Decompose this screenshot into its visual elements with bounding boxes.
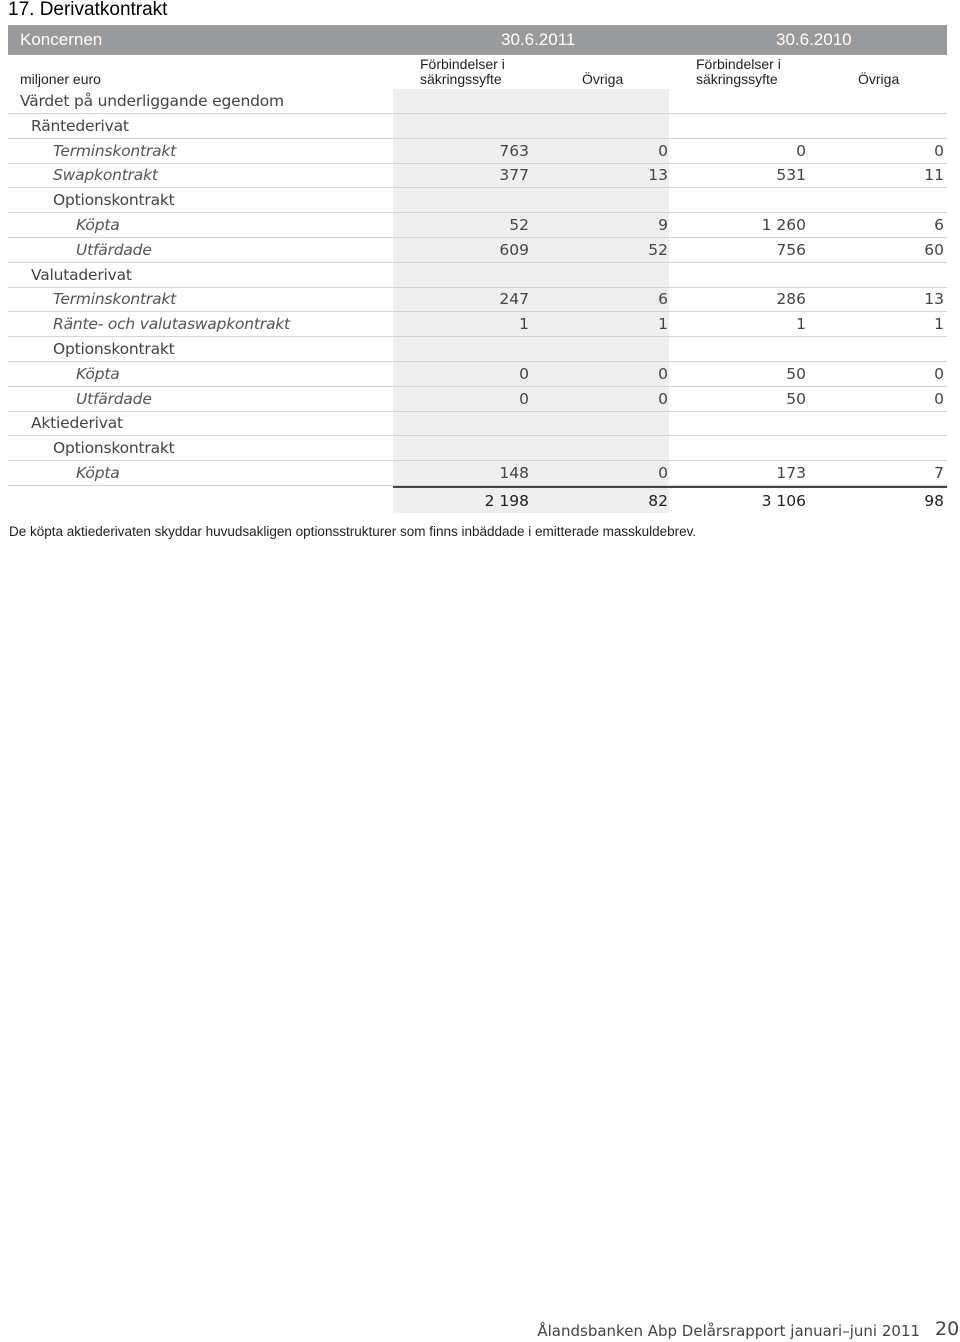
total-value: 82 <box>648 492 668 510</box>
date-2011-label: 30.6.2011 <box>501 30 576 49</box>
col3-header-line2: säkringssyfte <box>696 71 778 87</box>
row-label: Terminskontrakt <box>53 290 177 309</box>
row-label: Swapkontrakt <box>53 166 158 185</box>
row-value: 50 <box>786 389 806 408</box>
table-row <box>8 461 947 486</box>
row-value: 756 <box>776 240 806 259</box>
row-value: 7 <box>934 464 944 482</box>
col2-header: Övriga <box>582 71 624 87</box>
col3-header-line1: Förbindelser i <box>696 56 781 72</box>
table-row <box>8 188 947 213</box>
table-row <box>8 89 947 114</box>
total-value: 98 <box>924 492 944 510</box>
row-value: 0 <box>658 141 668 160</box>
row-label: Köpta <box>76 364 120 383</box>
total-value: 2 198 <box>484 492 529 510</box>
row-value: 50 <box>786 364 806 383</box>
row-label: Köpta <box>76 464 120 482</box>
total-value: 3 106 <box>761 492 806 510</box>
row-value: 11 <box>924 166 944 185</box>
row-label: Terminskontrakt <box>53 141 177 160</box>
row-label: Valutaderivat <box>31 265 132 284</box>
table-row <box>8 114 947 139</box>
row-value: 0 <box>934 141 944 160</box>
table-row <box>8 287 947 312</box>
row-value: 52 <box>648 240 668 259</box>
row-value: 1 <box>519 315 529 334</box>
row-value: 13 <box>648 166 668 185</box>
row-value: 763 <box>499 141 529 160</box>
table-row <box>8 238 947 263</box>
row-value: 0 <box>658 364 668 383</box>
row-value: 286 <box>776 290 806 309</box>
totals-row <box>393 486 947 514</box>
row-value: 6 <box>658 290 668 309</box>
row-label: Utfärdade <box>76 389 152 408</box>
row-value: 0 <box>658 464 668 482</box>
row-value: 6 <box>934 216 944 234</box>
row-value: 0 <box>519 389 529 408</box>
row-value: 0 <box>796 141 806 160</box>
row-value: 1 <box>658 315 668 334</box>
row-value: 9 <box>658 216 668 234</box>
col1-header-line2: säkringssyfte <box>420 71 502 87</box>
row-value: 0 <box>519 364 529 383</box>
row-label: Optionskontrakt <box>53 191 175 210</box>
row-label: Räntederivat <box>31 116 129 135</box>
table-row <box>8 213 947 238</box>
row-value: 13 <box>924 290 944 309</box>
row-label: Optionskontrakt <box>53 340 175 358</box>
row-label: Utfärdade <box>76 240 152 259</box>
row-value: 247 <box>499 290 529 309</box>
col4-header: Övriga <box>858 71 900 87</box>
table-row <box>8 139 947 164</box>
table-row <box>8 263 947 288</box>
col1-header-line1: Förbindelser i <box>420 56 505 72</box>
date-2010-label: 30.6.2010 <box>776 30 852 49</box>
row-value: 531 <box>776 166 806 185</box>
table-row <box>8 337 947 362</box>
page-footer: Ålandsbanken Abp Delårsrapport januari–juni 2011 <box>537 1322 920 1340</box>
row-value: 1 <box>934 315 944 334</box>
row-value: 0 <box>934 364 944 383</box>
row-value: 1 <box>796 315 806 334</box>
row-value: 60 <box>924 240 944 259</box>
row-value: 0 <box>934 389 944 408</box>
row-value: 1 260 <box>761 216 806 234</box>
table-row <box>8 436 947 461</box>
row-label: Köpta <box>76 216 120 234</box>
row-value: 0 <box>658 389 668 408</box>
page-number: 20 <box>935 1318 960 1340</box>
unit-label: miljoner euro <box>20 71 101 87</box>
section-title: 17. Derivatkontrakt <box>8 0 168 20</box>
row-label: Ränte- och valutaswapkontrakt <box>53 315 290 334</box>
row-value: 52 <box>509 216 529 234</box>
table-row <box>8 362 947 387</box>
row-value: 609 <box>499 240 529 259</box>
table-row <box>8 387 947 412</box>
footnote: De köpta aktiederivaten skyddar huvudsakligen optionsstrukturer som finns inbäddade i emitterade masskuldebrev. <box>9 524 697 539</box>
table-row <box>8 312 947 337</box>
row-label: Värdet på underliggande egendom <box>20 92 284 110</box>
row-value: 377 <box>499 166 529 185</box>
table-row <box>8 411 947 436</box>
row-value: 173 <box>776 464 806 482</box>
header-band <box>8 25 947 55</box>
row-label: Optionskontrakt <box>53 439 175 458</box>
table-row <box>8 163 947 188</box>
row-label: Aktiederivat <box>31 414 123 433</box>
row-value: 148 <box>499 464 529 482</box>
group-label: Koncernen <box>20 30 103 49</box>
